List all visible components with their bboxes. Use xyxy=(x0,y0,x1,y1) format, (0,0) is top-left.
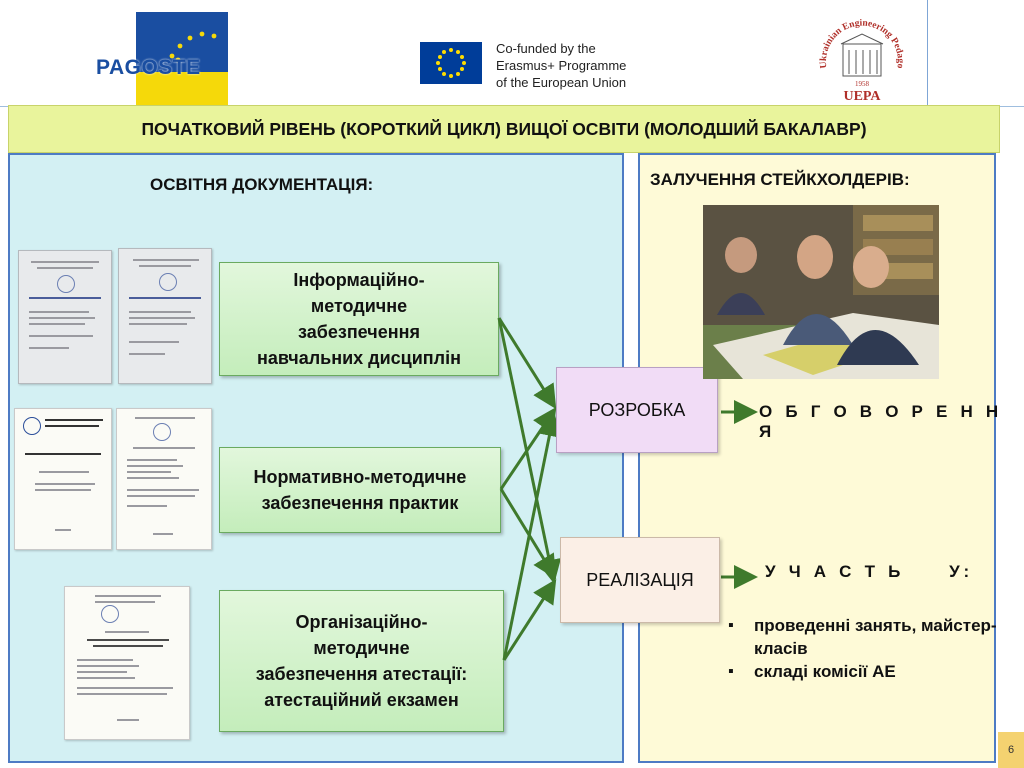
implementation-box: РЕАЛІЗАЦІЯ xyxy=(560,537,720,623)
eu-text-line-2: Erasmus+ Programme xyxy=(496,58,627,73)
arrow-1-to-implement xyxy=(499,318,553,578)
discussion-label: О Б Г О В О Р Е Н Н Я xyxy=(759,402,1003,441)
list-item: ▪ проведенні занять, майстер-класів xyxy=(728,614,998,660)
box-line: Організаційно- xyxy=(295,612,428,632)
uepa-name: UEPA xyxy=(843,89,881,104)
participation-label: У Ч А С Т Ь У: xyxy=(765,562,974,581)
box-line: забезпечення xyxy=(298,322,420,342)
box-line: атестаційний екзамен xyxy=(264,690,459,710)
box-line: забезпечення практик xyxy=(261,493,459,513)
box-line: Нормативно-методичне xyxy=(253,467,467,487)
participation-list xyxy=(728,614,998,683)
eu-text-line-3: of the European Union xyxy=(496,75,627,90)
list-item: ▪ складі комісії АЕ xyxy=(728,660,998,683)
pagoste-word: PAGOSTE xyxy=(96,56,201,79)
eu-text-line-1: Co-funded by the xyxy=(496,41,596,56)
arrow-2-to-implement xyxy=(501,489,553,574)
box-line: забезпечення атестації: xyxy=(255,664,468,684)
stakeholders-photo xyxy=(703,205,939,379)
box-line: методичне xyxy=(313,638,410,658)
uepa-year: 1958 xyxy=(855,80,869,88)
slide-title: ПОЧАТКОВИЙ РІВЕНЬ (КОРОТКИЙ ЦИКЛ) ВИЩОЇ ОСВІТИ (МОЛОДШИЙ БАКАЛАВР) xyxy=(8,105,1000,153)
box-line: навчальних дисциплін xyxy=(257,348,461,368)
uepa-ring-text: Ukrainian Engineering Pedago xyxy=(818,18,906,69)
box-line: Інформаційно- xyxy=(293,270,425,290)
box-line: методичне xyxy=(310,296,408,316)
development-box: РОЗРОБКА xyxy=(556,367,718,453)
page-number: 6 xyxy=(998,732,1024,768)
stakeholders-heading: ЗАЛУЧЕННЯ СТЕЙКХОЛДЕРІВ: xyxy=(650,170,910,189)
education-documents-heading: ОСВІТНЯ ДОКУМЕНТАЦІЯ: xyxy=(150,175,374,194)
